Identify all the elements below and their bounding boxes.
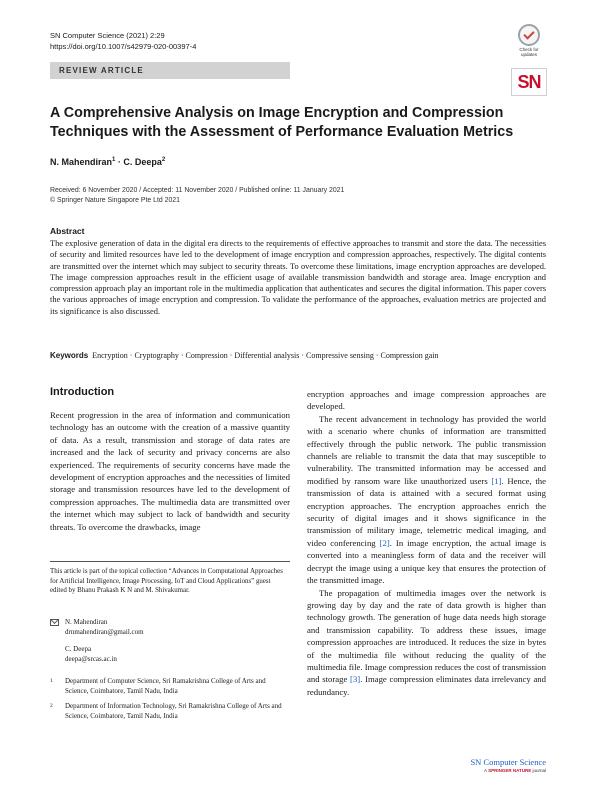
affiliation-text: Department of Computer Science, Sri Ramakrishna College of Arts and Science, Coimbatore, Tamil Nadu, India bbox=[65, 677, 266, 695]
affiliation-number: 2 bbox=[50, 703, 53, 709]
citation-link[interactable]: [1] bbox=[491, 475, 502, 486]
paper-title: A Comprehensive Analysis on Image Encryption and Compression Techniques with the Assessment of Performance Evaluation Metrics bbox=[50, 105, 514, 140]
author-separator: · bbox=[115, 157, 124, 167]
copyright-notice: © Springer Nature Singapore Pte Ltd 2021 bbox=[50, 197, 180, 204]
citation-link[interactable]: [2] bbox=[379, 537, 390, 548]
affiliation-text: Department of Information Technology, Sri Ramakrishna College of Arts and Science, Coimbatore, Tamil Nadu, India bbox=[65, 702, 282, 720]
contact-name: N. Mahendiran bbox=[65, 618, 108, 626]
contact-email[interactable]: deepa@srcas.ac.in bbox=[65, 655, 117, 663]
mail-icon bbox=[50, 619, 59, 626]
sn-journal-logo: SN bbox=[511, 68, 547, 96]
affiliation-number: 1 bbox=[50, 678, 53, 684]
paragraph: Recent progression in the area of information and communication technology has an outcome with the creation of a massive quantity of data. As a result, transmission and storage of data rates are increased and the lack of security and privacy concerns are also experienced. The requirements of security concerns have made the development of encryption approaches and the necessities of limited storage and transmission resources have led to the development of compression approaches. The multimedia data are transmitted over the internet which may subject to lack of bandwidth and security threats. To overcome the drawbacks, image bbox=[50, 410, 290, 532]
body-column-left bbox=[50, 409, 290, 533]
author-name[interactable]: C. Deepa bbox=[123, 157, 162, 167]
journal-citation: SN Computer Science (2021) 2:29 bbox=[50, 31, 165, 40]
abstract-text: The explosive generation of data in the digital era directs to the requirements of effective approaches to transmit and store the data. The necessities of security and limited resources have led to the development of image encryption and compression approaches, respectively. The digital contents are transmitted over the internet which may subject to security threats. To overcome these limitations, image encryption approaches are developed. The image compression approaches result in the efficient usage of available transmission bandwidth and storage area. Image encryption and compression approach play an important role in the multimedia application that authenticates and secures the digital information. This paper covers the various approaches of image encryption and compression. To validate the performance of the approaches, evaluation metrics are projected and its significance is also discussed. bbox=[50, 239, 546, 316]
body-column-right bbox=[307, 388, 546, 698]
keywords bbox=[50, 351, 550, 360]
footer-publisher: A SPRINGER NATURE journal bbox=[484, 768, 546, 773]
author-affiliation-mark: 1 bbox=[112, 157, 116, 163]
check-updates-icon bbox=[518, 24, 540, 46]
publication-dates: Received: 6 November 2020 / Accepted: 11 November 2020 / Published online: 11 January 2021 bbox=[50, 187, 345, 194]
affiliation bbox=[50, 701, 290, 721]
author-name[interactable]: N. Mahendiran bbox=[50, 157, 113, 167]
citation-link[interactable]: [3] bbox=[350, 674, 361, 685]
keywords-list: Encryption · Cryptography · Compression · Differential analysis · Compressive sensing · Compression gain bbox=[92, 351, 439, 360]
author-affiliation-mark: 2 bbox=[161, 157, 166, 163]
abstract-heading: Abstract bbox=[50, 226, 85, 236]
doi-link[interactable]: https://doi.org/10.1007/s42979-020-00397-4 bbox=[50, 42, 197, 51]
paragraph: The propagation of multimedia images over the network is growing day by day and the rate of data growth is higher than technology growth. The generation of huge data needs high storage and transmission capability. To address these issues, image compression approaches are introduced. It reduces the size in bytes of the multimedia file without reducing the quality of the multimedia file. Image compression reduces the cost of transmission and storage [3]. Image compression eliminates data irrelevancy and redundancy. bbox=[307, 587, 546, 697]
springer-nature-logo: SPRINGER NATURE bbox=[488, 768, 532, 773]
keywords-label: Keywords bbox=[50, 351, 89, 360]
contact-email[interactable]: drnmahendiran@gmail.com bbox=[65, 628, 144, 636]
author-list bbox=[50, 157, 165, 167]
topical-collection-footnote: This article is part of the topical collection “Advances in Computational Approaches for Artificial Intelligence, Image Processing, IoT and Cloud Applications” guest edited by Bhanu Prakash K N and M. Shivakumar. bbox=[50, 568, 283, 595]
check-updates-label: Check for updates bbox=[519, 47, 539, 57]
contact-name: C. Deepa bbox=[65, 645, 92, 653]
section-heading-introduction: Introduction bbox=[50, 386, 115, 398]
affiliation bbox=[50, 676, 290, 696]
check-updates-badge[interactable] bbox=[513, 24, 545, 62]
footer-journal-name: SN Computer Science bbox=[470, 757, 546, 767]
paragraph: encryption approaches and image compression approaches are developed. bbox=[307, 389, 546, 412]
contact-block bbox=[50, 617, 290, 721]
paragraph: The recent advancement in technology has provided the world with a scenario where chunks of information are transmitted effectively through the public network. The public transmission channels are reliable to transmit the data that may susceptible to vulnerability. The transmitted information may be accessed and modified by ransom ware like unauthorized users [1]. Hence, the transmission of data is attained with a secured format using encryption approaches. The encryption approaches enrich the security of digital images and it shows significance in the transmission of military image, telemetric medical imaging, and video conferencing [2]. In image encryption, the actual image is converted into a meaningless form of data and the receiver will decrypt the image using a unique key that ensures the protection of the transmitted image. bbox=[307, 413, 546, 586]
article-type-banner: REVIEW ARTICLE bbox=[50, 62, 290, 79]
footnote-divider bbox=[50, 561, 290, 562]
